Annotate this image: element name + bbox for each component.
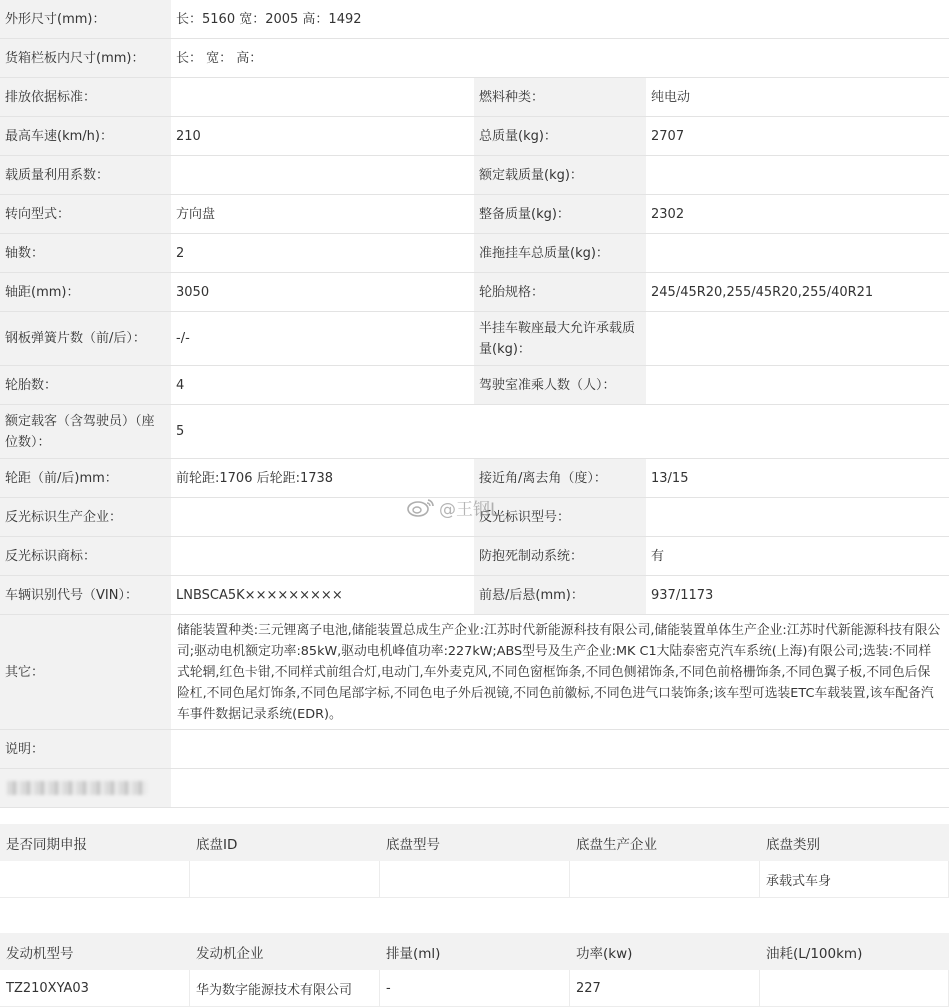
spec-value: 5 [171, 405, 949, 458]
spec-row [0, 498, 949, 537]
spec-value [171, 537, 474, 575]
chassis-table [0, 824, 949, 898]
spec-value: 纯电动 [646, 78, 949, 116]
spec-label: 载质量利用系数： [0, 156, 171, 194]
spec-value [646, 234, 949, 272]
engine-header-cell: 排量(ml) [380, 933, 570, 970]
spec-label: 最高车速(km/h)： [0, 117, 171, 155]
spec-value: 2707 [646, 117, 949, 155]
spec-row [0, 273, 949, 312]
engine-value-cell: 华为数字能源技术有限公司 [190, 970, 380, 1007]
spec-row [0, 312, 949, 366]
spec-label: 燃料种类： [474, 78, 646, 116]
spec-value: -/- [171, 312, 474, 365]
spec-label: 接近角/离去角（度）： [474, 459, 646, 497]
chassis-value-row [0, 861, 949, 898]
spec-label: 车辆识别代号（VIN）： [0, 576, 171, 614]
spec-row [0, 366, 949, 405]
chassis-header-cell: 底盘型号 [380, 824, 570, 861]
engine-header-row [0, 933, 949, 970]
spec-row [0, 234, 949, 273]
spec-value [646, 498, 949, 536]
spec-value [171, 156, 474, 194]
spec-row [0, 39, 949, 78]
blurred-label [0, 769, 171, 807]
spec-value [171, 78, 474, 116]
engine-header-cell: 功率(kw) [570, 933, 760, 970]
spec-label: 排放依据标准： [0, 78, 171, 116]
spec-value: 210 [171, 117, 474, 155]
engine-header-cell: 发动机企业 [190, 933, 380, 970]
spec-label: 总质量(kg)： [474, 117, 646, 155]
spec-value: 13/15 [646, 459, 949, 497]
spec-value: 长：5160 宽：2005 高：1492 [171, 0, 949, 38]
spec-label: 准拖挂车总质量(kg)： [474, 234, 646, 272]
spec-row [0, 156, 949, 195]
note-label: 说明： [0, 730, 171, 768]
spec-value [646, 156, 949, 194]
chassis-header-cell: 底盘ID [190, 824, 380, 861]
spec-row [0, 117, 949, 156]
spec-row [0, 459, 949, 498]
spec-label: 前悬/后悬(mm)： [474, 576, 646, 614]
engine-value-cell: - [380, 970, 570, 1007]
blurred-value [171, 769, 949, 807]
spec-value: 245/45R20,255/45R20,255/40R21 [646, 273, 949, 311]
spec-label: 额定载质量(kg)： [474, 156, 646, 194]
spec-label: 反光标识型号： [474, 498, 646, 536]
spec-value [646, 312, 949, 365]
other-label: 其它： [0, 615, 171, 729]
watermark-text: @王钢L [439, 499, 500, 520]
spec-label: 反光标识商标： [0, 537, 171, 575]
spec-value [646, 366, 949, 404]
spec-label: 货箱栏板内尺寸(mm)： [0, 39, 171, 77]
spec-value: 2 [171, 234, 474, 272]
chassis-header-cell: 底盘类别 [760, 824, 949, 861]
spec-value: 4 [171, 366, 474, 404]
spec-label: 防抱死制动系统： [474, 537, 646, 575]
engine-table [0, 933, 949, 1007]
engine-header-cell: 油耗(L/100km) [760, 933, 949, 970]
spec-value: 长： 宽： 高： [171, 39, 949, 77]
spec-label: 轮胎规格： [474, 273, 646, 311]
spec-label: 轮距（前/后)mm： [0, 459, 171, 497]
spec-label: 外形尺寸(mm)： [0, 0, 171, 38]
spec-label: 轮胎数： [0, 366, 171, 404]
engine-value-cell: 227 [570, 970, 760, 1007]
chassis-header-cell: 是否同期申报 [0, 824, 190, 861]
redacted-text [7, 781, 147, 795]
blurred-row [0, 769, 949, 808]
chassis-value-cell: 承载式车身 [760, 861, 949, 898]
other-text: 储能装置种类:三元锂离子电池,储能装置总成生产企业:江苏时代新能源科技有限公司,储能装置单体生产企业:江苏时代新能源科技有限公司;驱动电机额定功率:85kW,驱动电机峰值功率:227kW;ABS型号及生产企业:MK C1大陆泰密克汽车系统(上海)有限公司;选装:不同样式轮辋,红色卡钳,不同样式前组合灯,电动门,车外麦克风,不同色窗框饰条,不同色侧裙饰条,不同色前格栅饰条,不同色翼子板,不同色后保险杠,不同色尾灯饰条,不同色尾部字标,不同色电子外后视镜,不同色前徽标,不同色进气口装饰条;该车型可选装ETC车载装置,该车配备汽车事件数据记录系统(EDR)。 [171, 615, 949, 729]
spec-value: 方向盘 [171, 195, 474, 233]
engine-value-cell [760, 970, 949, 1007]
other-row [0, 615, 949, 730]
spec-value: 2302 [646, 195, 949, 233]
chassis-value-cell [0, 861, 190, 898]
spec-label: 反光标识生产企业： [0, 498, 171, 536]
chassis-header-row [0, 824, 949, 861]
chassis-value-cell [570, 861, 760, 898]
spec-value: 有 [646, 537, 949, 575]
note-row [0, 730, 949, 769]
chassis-header-cell: 底盘生产企业 [570, 824, 760, 861]
spec-row [0, 405, 949, 459]
note-value [171, 730, 949, 768]
spec-row [0, 78, 949, 117]
spec-label: 整备质量(kg)： [474, 195, 646, 233]
spec-value: 937/1173 [646, 576, 949, 614]
spec-label: 额定载客（含驾驶员）（座位数）： [0, 405, 171, 458]
chassis-value-cell [380, 861, 570, 898]
engine-value-cell: TZ210XYA03 [0, 970, 190, 1007]
spec-row [0, 0, 949, 39]
spec-value: 前轮距:1706 后轮距:1738 [171, 459, 474, 497]
spec-row [0, 537, 949, 576]
spec-value: 3050 [171, 273, 474, 311]
spec-label: 钢板弹簧片数（前/后）： [0, 312, 171, 365]
spec-label: 驾驶室准乘人数（人）： [474, 366, 646, 404]
spec-value: LNBSCA5K××××××××× [171, 576, 474, 614]
spec-label: 轴数： [0, 234, 171, 272]
engine-header-cell: 发动机型号 [0, 933, 190, 970]
engine-value-row [0, 970, 949, 1007]
spec-value [171, 498, 474, 536]
spec-label: 半挂车鞍座最大允许承载质量(kg)： [474, 312, 646, 365]
spec-label: 转向型式： [0, 195, 171, 233]
spec-row [0, 195, 949, 234]
chassis-value-cell [190, 861, 380, 898]
spec-label: 轴距(mm)： [0, 273, 171, 311]
spec-row [0, 576, 949, 615]
